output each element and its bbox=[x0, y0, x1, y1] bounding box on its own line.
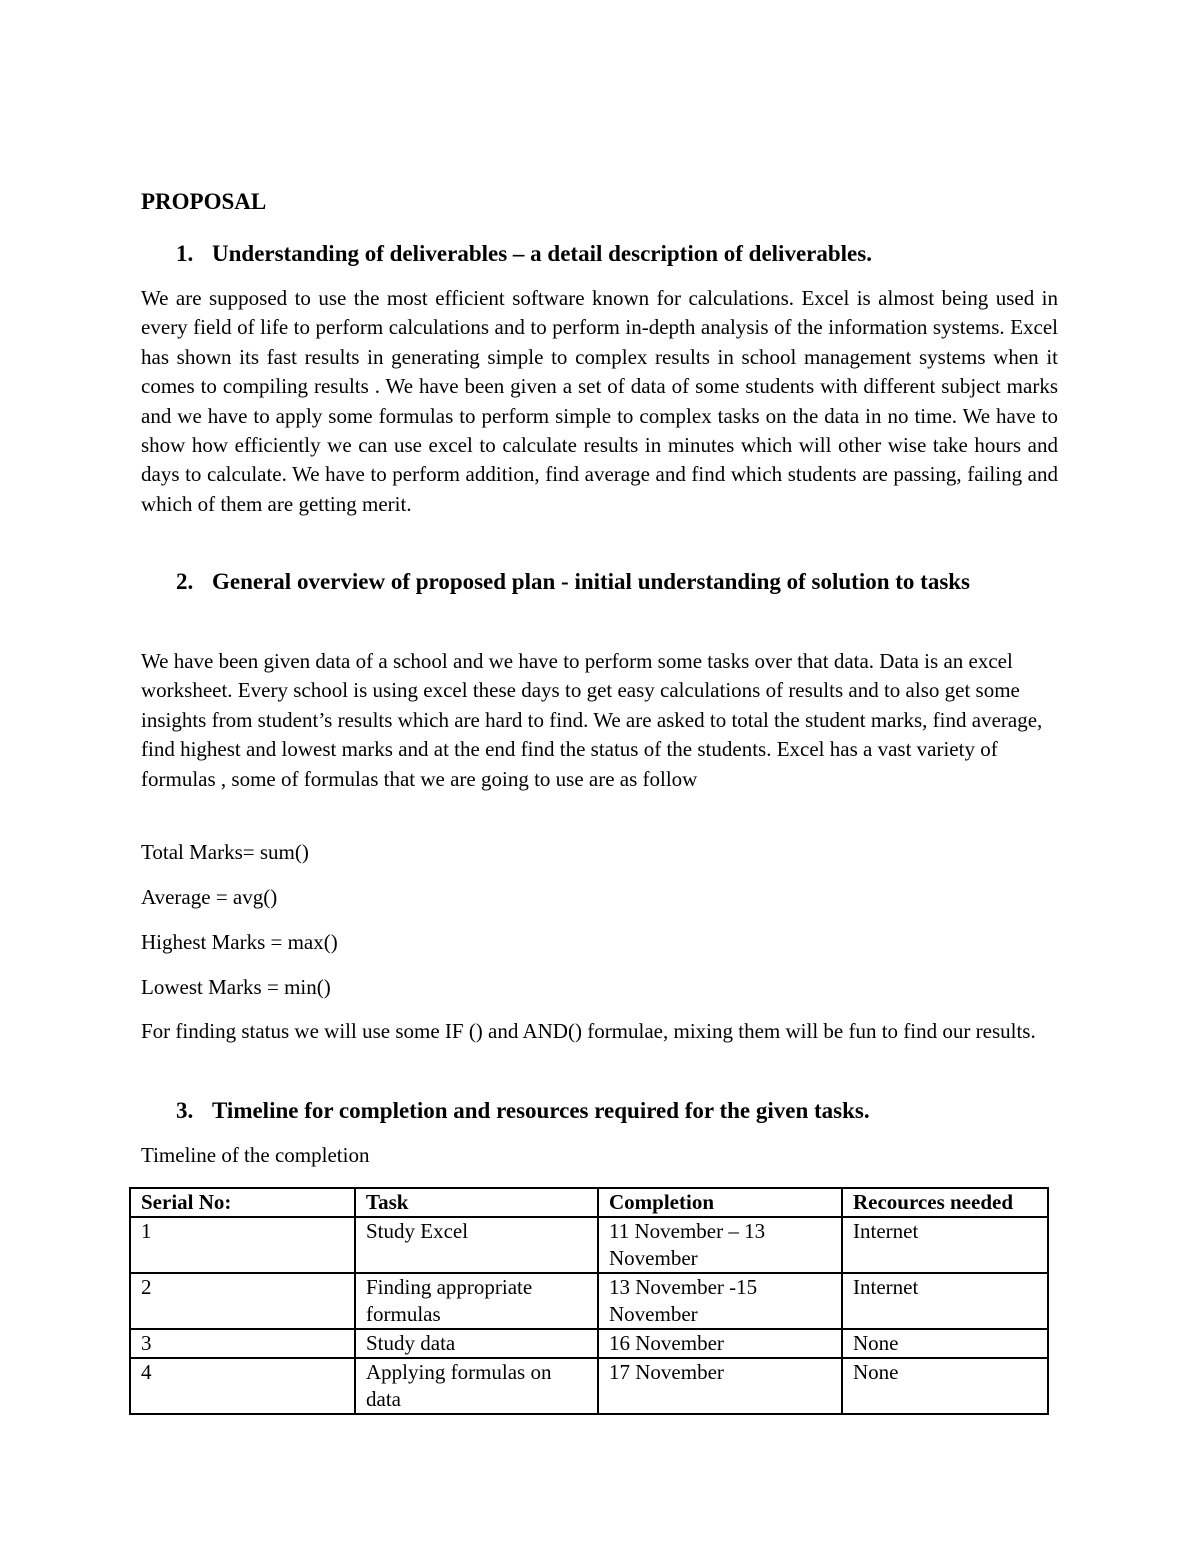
section-3-number: 3. bbox=[176, 1098, 194, 1123]
cell-resources: Internet bbox=[842, 1217, 1048, 1273]
section-1-heading bbox=[176, 237, 1072, 271]
cell-task: Study data bbox=[355, 1329, 598, 1358]
formula-total-marks: Total Marks= sum() bbox=[141, 840, 309, 864]
formula-average: Average = avg() bbox=[141, 885, 278, 909]
table-row bbox=[130, 1273, 1048, 1329]
formula-lowest-marks: Lowest Marks = min() bbox=[141, 975, 331, 999]
table-row bbox=[130, 1358, 1048, 1414]
cell-serial: 2 bbox=[130, 1273, 355, 1329]
cell-task: Finding appropriate formulas bbox=[355, 1273, 598, 1329]
document-title: PROPOSAL bbox=[141, 189, 267, 214]
section-2-paragraph: We have been given data of a school and we have to perform some tasks over that data. Data is an excel worksheet. Every school is using excel these days to get easy calculations of results and to also get some insights from student’s results which are hard to find. We are asked to total the student marks, find average, find highest and lowest marks and at the end find the status of the students. Excel has a vast variety of formulas , some of formulas that we are going to use are as follow bbox=[141, 649, 1043, 791]
table-row bbox=[130, 1217, 1048, 1273]
section-3-heading-text: Timeline for completion and resources required for the given tasks. bbox=[212, 1098, 870, 1123]
header-task: Task bbox=[355, 1188, 598, 1217]
cell-serial: 3 bbox=[130, 1329, 355, 1358]
cell-completion: 17 November bbox=[598, 1358, 842, 1414]
cell-task: Study Excel bbox=[355, 1217, 598, 1273]
timeline-intro: Timeline of the completion bbox=[141, 1143, 370, 1167]
table-row bbox=[130, 1329, 1048, 1358]
cell-serial: 4 bbox=[130, 1358, 355, 1414]
cell-completion: 16 November bbox=[598, 1329, 842, 1358]
header-completion: Completion bbox=[598, 1188, 842, 1217]
header-serial-no: Serial No: bbox=[130, 1188, 355, 1217]
section-1-number: 1. bbox=[176, 241, 194, 266]
section-2-heading-text: General overview of proposed plan - initial understanding of solution to tasks bbox=[212, 569, 971, 594]
header-resources-needed: Recources needed bbox=[842, 1188, 1048, 1217]
section-3-heading bbox=[176, 1094, 1072, 1128]
table-header-row bbox=[130, 1188, 1048, 1217]
cell-completion: 11 November – 13 November bbox=[598, 1217, 842, 1273]
cell-resources: None bbox=[842, 1358, 1048, 1414]
cell-completion: 13 November -15 November bbox=[598, 1273, 842, 1329]
section-2-heading bbox=[176, 565, 1072, 599]
section-1-heading-text: Understanding of deliverables – a detail description of deliverables. bbox=[212, 241, 872, 266]
cell-resources: None bbox=[842, 1329, 1048, 1358]
formula-highest-marks: Highest Marks = max() bbox=[141, 930, 338, 954]
cell-resources: Internet bbox=[842, 1273, 1048, 1329]
section-1-paragraph: We are supposed to use the most efficient software known for calculations. Excel is almost being used in every field of life to perform calculations and to perform in-depth analysis of the information systems. Excel has shown its fast results in generating simple to complex results in school management systems when it comes to compiling results . We have been given a set of data of some students with different subject marks and we have to apply some formulas to perform simple to complex tasks on the data in no time. We have to show how efficiently we can use excel to calculate results in minutes which will other wise take hours and days to calculate. We have to perform addition, find average and find which students are passing, failing and which of them are getting merit. bbox=[141, 286, 1058, 516]
section-2-number: 2. bbox=[176, 569, 194, 594]
cell-serial: 1 bbox=[130, 1217, 355, 1273]
status-note: For finding status we will use some IF () and AND() formulae, mixing them will be fun to find our results. bbox=[141, 1019, 1036, 1043]
timeline-table bbox=[129, 1187, 1049, 1415]
cell-task: Applying formulas on data bbox=[355, 1358, 598, 1414]
